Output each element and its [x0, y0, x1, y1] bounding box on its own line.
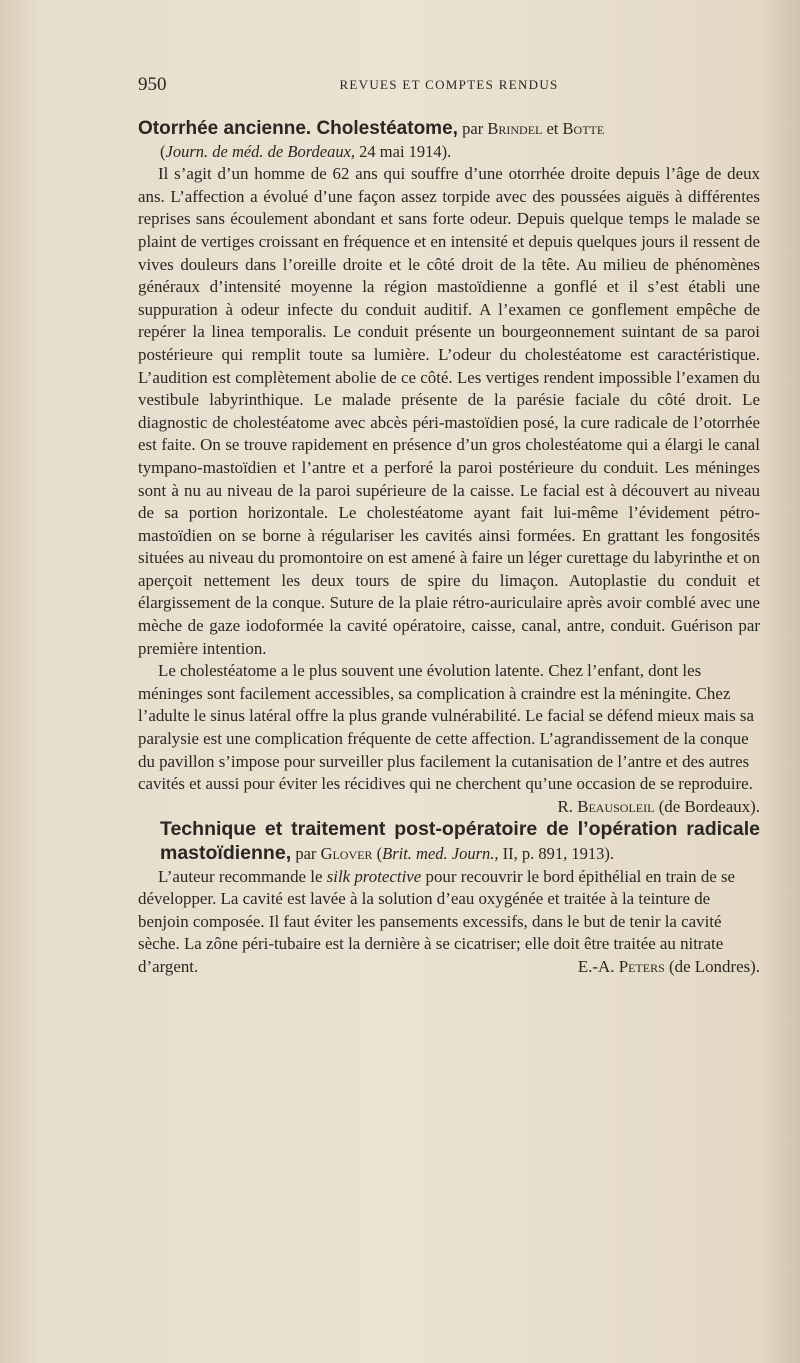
reference-date: 24 mai 1914). [359, 141, 452, 161]
ref-open: ( [160, 141, 166, 161]
reference-date: II, p. 891, 1913). [502, 844, 614, 863]
signature-name: E.-A. Peters [577, 956, 665, 976]
paragraph-text: Le cholestéatome a le plus souvent une évolution latente. Chez l’enfant, dont les méninges sont facilement accessibles, sa complication à craindre est la méningite. Chez l’adulte le sinus latéral offre la plus grande vulnérabilité. Le facial se défend mieux mais sa paralysie est une complication fréquente de cette affection. L’agrandissement de la conque du pavillon s’impose pour surveiller plus facilement la cutanisation de l’antre et des autres cavités et aussi pour éviter les récidives qui ne cherchent qu’une occasion de se reproduire. [138, 661, 754, 794]
article-heading [138, 818, 760, 865]
article-otorrhee [138, 118, 760, 818]
signature [537, 796, 760, 819]
journal-reference: Brit. med. Journ., [382, 844, 499, 863]
article-byline [295, 844, 614, 863]
paragraph-text: pour recouvrir le bord épithélial en train de se développer. La cavité est lavée à la solution d’eau oxygénée et traitée à la teinture de benjoin composée. Il faut éviter les pansements excessifs, dans le but de tenir la cavité sèche. La zône péri-tubaire est la dernière à se cicatriser; elle doit être traitée au nitrate d’argent. [138, 866, 736, 976]
running-head: REVUES ET COMPTES RENDUS [339, 77, 559, 92]
article-heading [138, 118, 760, 163]
signature-place: (de Bordeaux). [658, 796, 760, 816]
signature-place: (de Londres). [669, 956, 760, 976]
ref-open: ( [376, 844, 383, 863]
signature [558, 956, 760, 979]
article-paragraph [138, 660, 760, 818]
page-content [138, 118, 760, 979]
signature-name: R. Beausoleil [557, 796, 655, 816]
author-name: Glover [320, 844, 373, 863]
author-name: Botte [562, 119, 605, 138]
article-paragraph [138, 866, 760, 979]
page-number: 950 [138, 74, 167, 95]
byline-par: par [462, 119, 484, 138]
journal-reference: Journ. de méd. de Bordeaux, [165, 141, 356, 161]
article-title: Technique et traitement post-opératoire de l’opération radicale mastoïdienne, [160, 818, 760, 864]
page-header [138, 74, 760, 98]
article-technique [138, 818, 760, 978]
article-paragraph: Il s’agit d’un homme de 62 ans qui souffre d’une otorrhée droite depuis l’âge de deux ans. L’affection a évolué d’une façon assez torpide avec des poussées aiguës à différentes reprises sans écoulement abondant et sans forte odeur. Depuis quelque temps le malade se plaint de vertiges croissant en fréquence et en intensité et depuis quelques jours il ressent de vives douleurs dans l’oreille droite et le côté droit de la tête. Au milieu de phénomènes généraux d’intensité moyenne la région mastoïdienne a gonflé et il s’est établi une suppuration à odeur infecte du conduit auditif. A l’examen ce gonflement empêche de repérer la linea temporalis. Le conduit présente un bourgeonnement suintant de sa paroi postérieure qui remplit toute sa lumière. L’odeur du cholestéatome est caractéristique. L’audition est complètement abolie de ce côté. Les vertiges rendent impossible l’examen du vestibule labyrinthique. Le malade présente de la parésie faciale du côté droit. Le diagnostic de cholestéatome avec abcès péri-mastoïdien posé, la cure radicale de l’otorrhée est faite. On se trouve rapidement en présence d’un gros cholestéatome qui a élargi le canal tympano-mastoïdien et l’antre et a perforé la paroi postérieure du conduit. Les méninges sont à nu au niveau de la paroi supérieure de la caisse. Le facial est à découvert au niveau de sa portion horizontale. Le cholestéatome ayant fait lui-même l’évidement pétro-mastoïdien on se borne à régulariser les cavités ainsi formées. En grattant les fongosités situées au niveau du promontoire on est amené à faire un léger curettage du labyrinthe et on aperçoit nettement les deux tours de spire du limaçon. Autoplastie du conduit et élargissement de la conque. Suture de la plaie rétro-auriculaire après avoir comblé avec une mèche de gaze iodoformée la cavité opératoire, caisse, canal, antre, conduit. Guérison par première intention. [138, 164, 760, 658]
emphasis-text: silk protective [326, 866, 422, 886]
paragraph-text: L’auteur recommande le [158, 866, 323, 886]
byline-and: et [546, 119, 559, 138]
byline-par: par [295, 844, 317, 863]
author-name: Brindel [487, 119, 543, 138]
article-title: Otorrhée ancienne. Cholestéatome, [138, 118, 458, 139]
